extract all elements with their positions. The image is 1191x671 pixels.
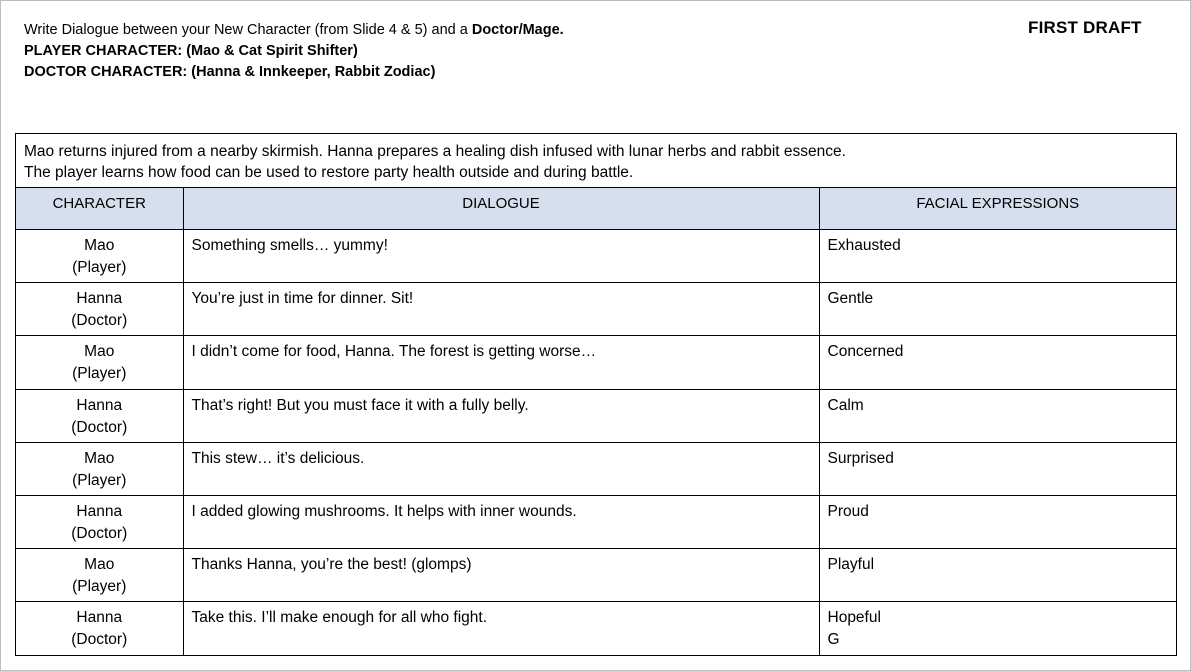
character-role: (Doctor)	[71, 312, 128, 330]
character-cell	[16, 283, 183, 336]
character-cell	[16, 389, 183, 442]
table-row	[16, 389, 1176, 442]
character-cell	[16, 602, 183, 655]
character-role: (Player)	[72, 578, 127, 596]
expression-cell	[819, 283, 1176, 336]
scenario-box	[16, 134, 1176, 187]
expression-text: Gentle	[827, 290, 874, 308]
expression-text: Exhausted	[827, 237, 901, 254]
character-role: (Doctor)	[71, 631, 128, 649]
character-role: (Player)	[72, 471, 127, 489]
header-dialogue: DIALOGUE	[183, 188, 819, 230]
character-cell	[16, 442, 183, 495]
instruction-emphasis: Doctor/Mage.	[471, 22, 564, 38]
dialogue-cell: This stew… it’s delicious.	[183, 442, 819, 495]
character-name: Mao	[84, 343, 115, 361]
table-row	[16, 283, 1176, 336]
character-cell	[16, 495, 183, 548]
dialogue-cell: I didn’t come for food, Hanna. The forest is getting worse…	[183, 336, 819, 389]
character-role: (Player)	[72, 259, 127, 276]
header-character: CHARACTER	[16, 188, 183, 230]
expression-cell	[819, 549, 1176, 602]
scenario-line-1: Mao returns injured from a nearby skirmish. Hanna prepares a healing dish infused with lunar herbs and rabbit essence.	[24, 143, 846, 160]
table-row	[16, 549, 1176, 602]
expression-cell	[819, 389, 1176, 442]
character-cell	[16, 230, 183, 283]
scenario-line-2: The player learns how food can be used to restore party health outside and during battle.	[24, 164, 634, 181]
dialogue-cell: Thanks Hanna, you’re the best! (glomps)	[183, 549, 819, 602]
table-header-row	[16, 188, 1176, 230]
expression-text: Calm	[827, 396, 864, 414]
table-row	[16, 495, 1176, 548]
table-row	[16, 230, 1176, 283]
character-name: Mao	[84, 449, 115, 467]
character-role: (Doctor)	[71, 418, 128, 436]
dialogue-table	[16, 187, 1176, 655]
expression-cell	[819, 442, 1176, 495]
table-row	[16, 602, 1176, 655]
table-row	[16, 442, 1176, 495]
dialogue-cell: Something smells… yummy!	[183, 230, 819, 283]
header-facial-expressions: FACIAL EXPRESSIONS	[819, 188, 1176, 230]
draft-label: FIRST DRAFT	[1028, 18, 1142, 37]
expression-text: Proud	[827, 502, 869, 520]
character-role: (Doctor)	[71, 524, 128, 542]
doctor-character-line: DOCTOR CHARACTER: (Hanna & Innkeeper, Rabbit Zodiac)	[24, 64, 436, 80]
table-row	[16, 336, 1176, 389]
character-cell	[16, 336, 183, 389]
character-name: Hanna	[76, 502, 123, 520]
character-name: Mao	[84, 237, 115, 254]
expression-cell	[819, 336, 1176, 389]
character-name: Hanna	[76, 290, 123, 308]
character-role: (Player)	[72, 365, 127, 383]
expression-text: Surprised	[827, 449, 894, 467]
dialogue-sheet	[15, 133, 1177, 656]
instruction-text: Write Dialogue between your New Character (from Slide 4 & 5) and a	[24, 22, 472, 38]
instruction-line	[24, 20, 564, 41]
expression-cell	[819, 495, 1176, 548]
character-name: Hanna	[76, 396, 123, 414]
character-name: Mao	[84, 556, 115, 574]
slide-header	[24, 20, 564, 83]
expression-text: Hopeful	[827, 609, 881, 627]
expression-cell	[819, 602, 1176, 655]
expression-cell	[819, 230, 1176, 283]
expression-text: Concerned	[827, 343, 904, 361]
expression-text: Playful	[827, 556, 875, 574]
player-character-line: PLAYER CHARACTER: (Mao & Cat Spirit Shifter)	[24, 43, 358, 59]
dialogue-cell: I added glowing mushrooms. It helps with inner wounds.	[183, 495, 819, 548]
character-name: Hanna	[76, 609, 123, 627]
character-cell	[16, 549, 183, 602]
expression-extra: G	[827, 631, 840, 649]
dialogue-cell: You’re just in time for dinner. Sit!	[183, 283, 819, 336]
dialogue-cell: That’s right! But you must face it with a fully belly.	[183, 389, 819, 442]
dialogue-cell: Take this. I’ll make enough for all who fight.	[183, 602, 819, 655]
